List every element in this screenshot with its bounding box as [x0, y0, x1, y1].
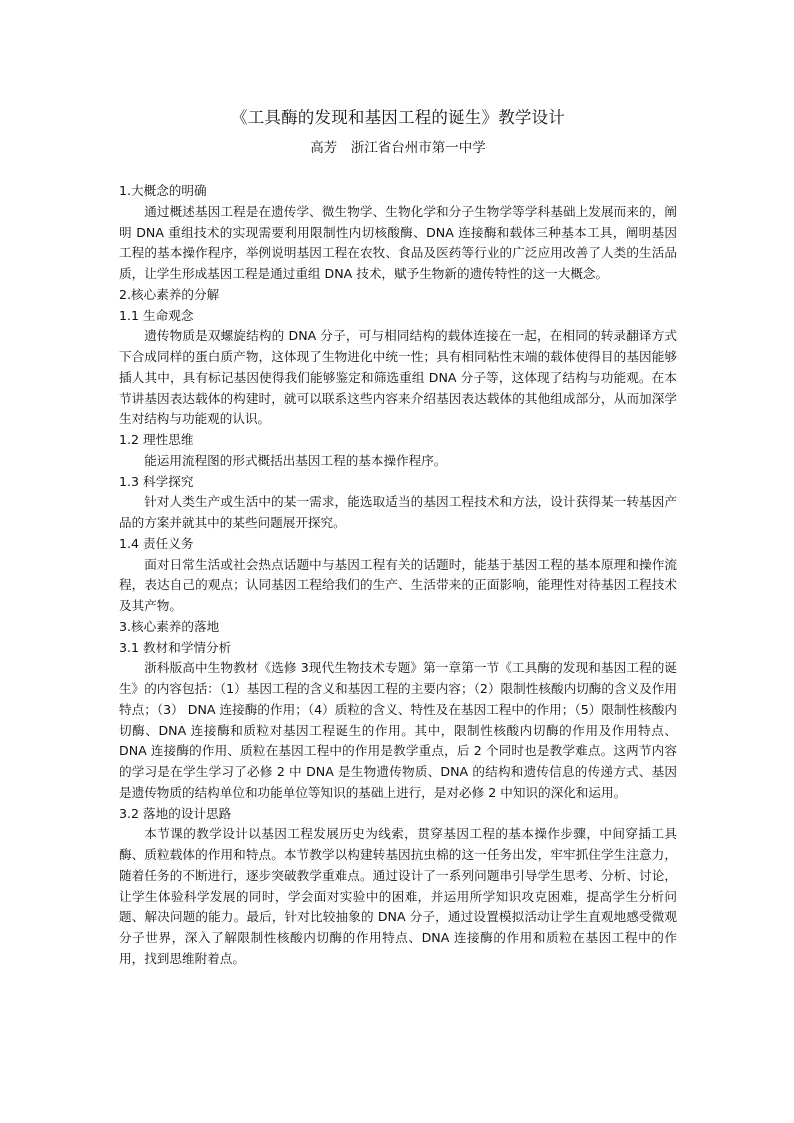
- subsection-heading: 1.3 科学探究: [119, 473, 194, 489]
- author-line: 高芳 浙江省台州市第一中学: [310, 140, 486, 156]
- section-heading: 2.核心素养的分解: [119, 286, 220, 302]
- paragraph: 通过概述基因工程是在遗传学、微生物学、生物化学和分子生物学等学科基础上发展而来的，阐明 DNA 重组技术的实现需要利用限制性内切核酸酶、DNA 连接酶和载体三种基本工具，阐明基因工程的基本操作程序，举例说明基因工程在农牧、食品及医药等行业的广泛应用改善了人类的生活品质，让学生形成基因工程是通过重组 DNA 技术，赋予生物新的遗传特性的这一大概念。: [119, 203, 677, 281]
- section-heading: 1.大概念的明确: [119, 183, 207, 198]
- subsection-heading: 3.1 教材和学情分析: [119, 639, 232, 655]
- paragraph: 能运用流程图的形式概括出基因工程的基本操作程序。: [144, 452, 447, 468]
- document-title: 《工具酶的发现和基因工程的诞生》教学设计: [231, 108, 565, 127]
- section-heading: 3.核心素养的落地: [119, 618, 220, 634]
- subsection-heading: 1.2 理性思维: [119, 432, 194, 447]
- subsection-heading: 1.4 责任义务: [119, 535, 194, 551]
- document-page: [119, 100, 677, 970]
- paragraph: 本节课的教学设计以基因工程发展历史为线索，贯穿基因工程的基本操作步骤，中间穿插工具酶、质粒载体的作用和特点。本节教学以构建转基因抗虫棉的这一任务出发，牢牢抓住学生注意力，随着任务的不断进行，逐步突破教学重难点。通过设计了一系列问题串引导学生思考、分析、讨论，让学生体验科学发展的同时，学会面对实验中的困难，并运用所学知识攻克困难，提高学生分析问题、解决问题的能力。最后，针对比较抽象的 DNA 分子，通过设置模拟活动让学生直观地感受微观分子世界，深入了解限制性核酸内切酶的作用特点、DNA 连接酶的作用和质粒在基因工程中的作用，找到思维附着点。: [119, 826, 677, 966]
- paragraph: 浙科版高中生物教材《选修 3现代生物技术专题》第一章第一节《工具酶的发现和基因工程的诞生》的内容包括：（1）基因工程的含义和基因工程的主要内容；（2）限制性核酸内切酶的含义及作用特点；（3） DNA 连接酶的作用；（4）质粒的含义、特性及在基因工程中的作用；（5）限制性核酸内切酶、DNA 连接酶和质粒对基因工程诞生的作用。其中，限制性核酸内切酶的作用及作用特点、DNA 连接酶的作用、质粒在基因工程中的作用是教学重点，后 2 个同时也是教学难点。这两节内容的学习是在学生学习了必修 2 中 DNA 是生物遗传物质、DNA 的结构和遗传信息的传递方式、基因是遗传物质的结构单位和功能单位等知识的基础上进行，是对必修 2 中知识的深化和运用。: [119, 660, 677, 800]
- subsection-heading: 3.2 落地的设计思路: [119, 805, 232, 821]
- paragraph: 针对人类生产或生活中的某一需求，能选取适当的基因工程技术和方法，设计获得某一转基因产品的方案并就其中的某些问题展开探究。: [119, 494, 677, 530]
- paragraph: 面对日常生活或社会热点话题中与基因工程有关的话题时，能基于基因工程的基本原理和操作流程，表达自己的观点；认同基因工程给我们的生产、生活带来的正面影响，能理性对待基因工程技术及其产物。: [119, 556, 677, 613]
- document-body: [119, 181, 677, 970]
- subsection-heading: 1.1 生命观念: [119, 307, 194, 323]
- paragraph: 遗传物质是双螺旋结构的 DNA 分子，可与相同结构的载体连接在一起，在相同的转录翻译方式下合成同样的蛋白质产物，这体现了生物进化中统一性；具有相同粘性末端的载体使得目的基因能够插人其中，具有标记基因使得我们能够鉴定和筛选重组 DNA 分子等，这体现了结构与功能观。在本节讲基因表达载体的构建时，就可以联系这些内容来介绍基因表达载体的其他组成部分，从而加深学生对结构与功能观的认识。: [119, 328, 677, 427]
